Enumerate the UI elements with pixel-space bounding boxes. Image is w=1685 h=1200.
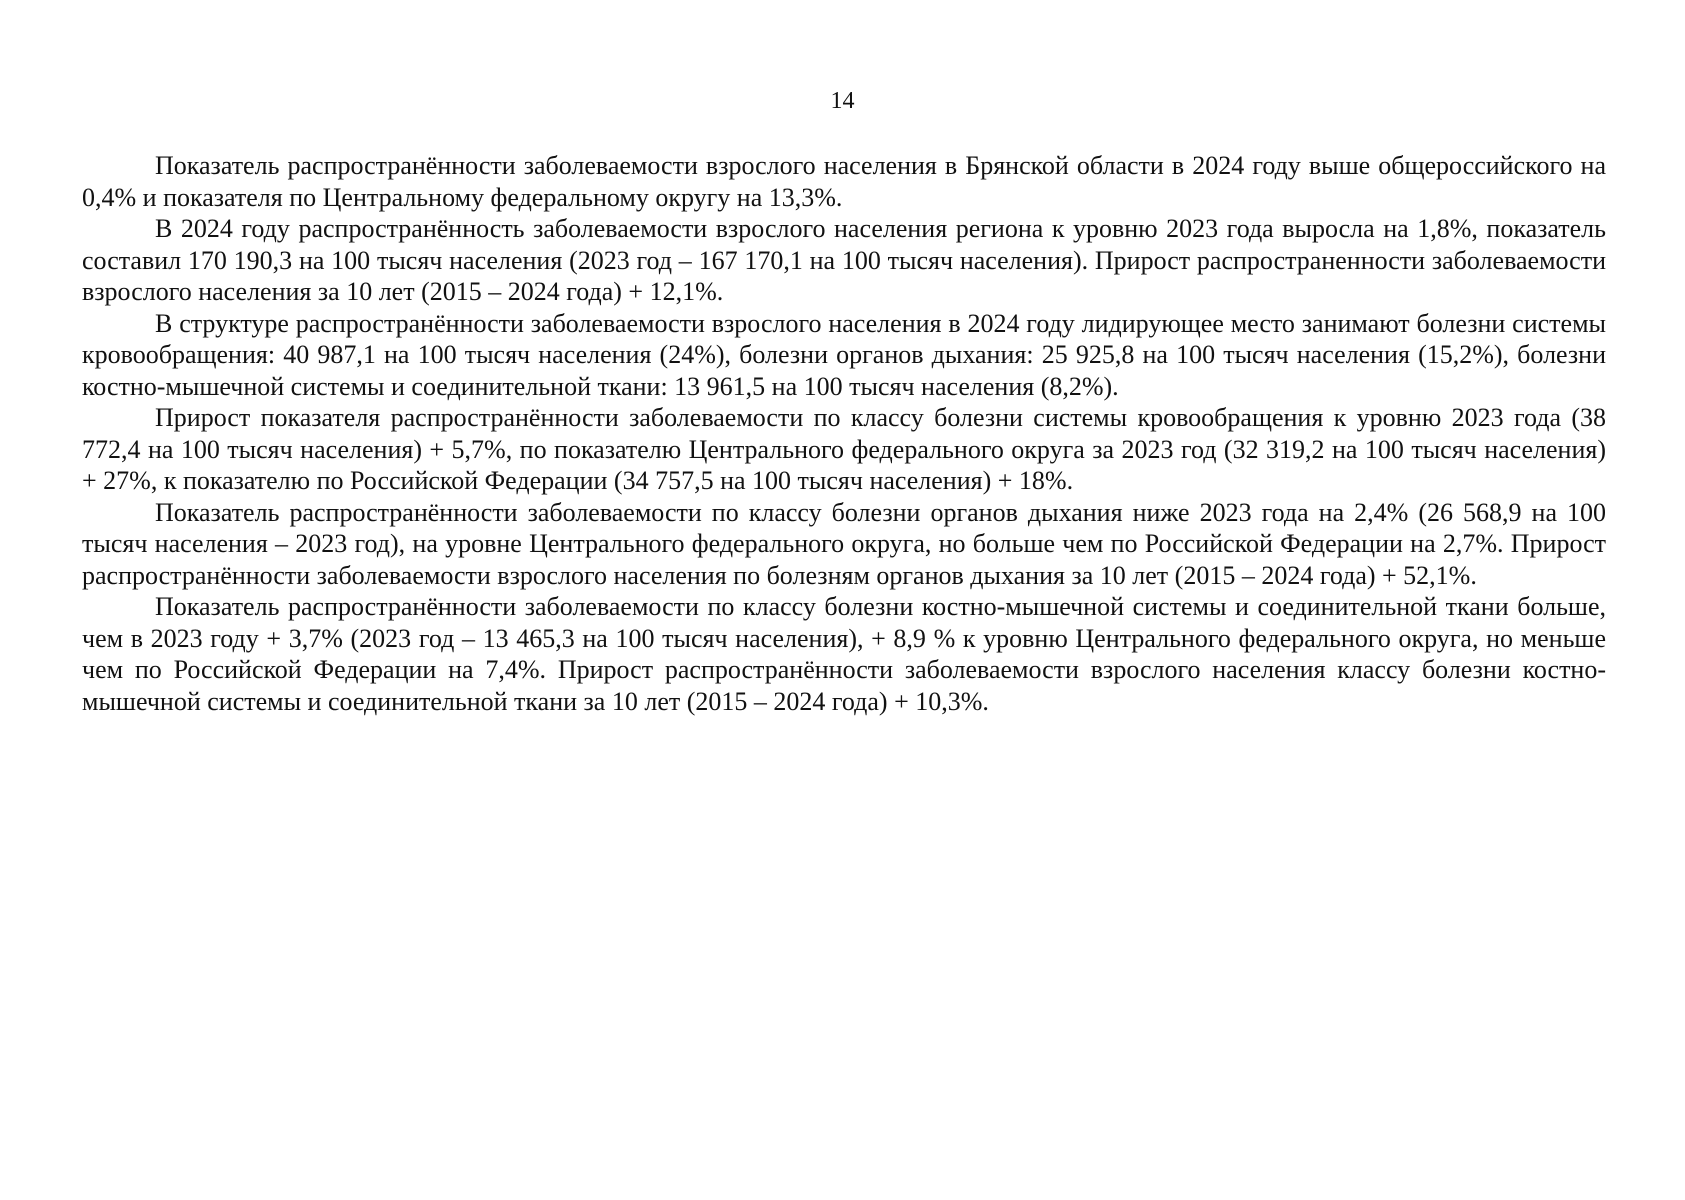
document-body bbox=[82, 150, 1606, 717]
paragraph-structure: В структуре распространённости заболеваемости взрослого населения в 2024 году лидирующее место занимают болезни системы кровообращения: 40 987,1 на 100 тысяч населения (24%), болезни органов дыхания: 25 925,8 на 100 тысяч населения (15,2%), болезни костно-мышечной системы и соединительной ткани: 13 961,5 на 100 тысяч населения (8,2%). bbox=[82, 308, 1606, 401]
paragraph-overall-prevalence: Показатель распространённости заболеваемости взрослого населения в Брянской области в 2024 году выше общероссийского на 0,4% и показателя по Центральному федеральному округу на 13,3%. bbox=[82, 151, 1606, 212]
paragraph-circulatory-growth: Прирост показателя распространённости заболеваемости по классу болезни системы кровообращения к уровню 2023 года (38 772,4 на 100 тысяч населения) + 5,7%, по показателю Центрального федерального округа за 2023 год (32 319,2 на 100 тысяч населения) + 27%, к показателю по Российской Федерации (34 757,5 на 100 тысяч населения) + 18%. bbox=[82, 403, 1606, 495]
paragraph-respiratory: Показатель распространённости заболеваемости по классу болезни органов дыхания ниже 2023 года на 2,4% (26 568,9 на 100 тысяч населения – 2023 год), на уровне Центрального федерального округа, но больше чем по Российской Федерации на 2,7%. Прирост распространённости заболеваемости взрослого населения по болезням органов дыхания за 10 лет (2015 – 2024 года) + 52,1%. bbox=[82, 497, 1606, 590]
page-number: 14 bbox=[830, 88, 855, 114]
paragraph-musculoskeletal: Показатель распространённости заболеваемости по классу болезни костно-мышечной системы и соединительной ткани больше, чем в 2023 году + 3,7% (2023 год – 13 465,3 на 100 тысяч населения), + 8,9 % к уровню Центрального федерального округа, но меньше чем по Российской Федерации на 7,4%. Прирост распространённости заболеваемости взрослого населения классу болезни костно-мышечной системы и соединительной ткани за 10 лет (2015 – 2024 года) + 10,3%. bbox=[82, 592, 1606, 716]
paragraph-2024-growth: В 2024 году распространённость заболеваемости взрослого населения региона к уровню 2023 года выросла на 1,8%, показатель составил 170 190,3 на 100 тысяч населения (2023 год – 167 170,1 на 100 тысяч населения). Прирост распространенности заболеваемости взрослого населения за 10 лет (2015 – 2024 года) + 12,1%. bbox=[82, 214, 1606, 306]
